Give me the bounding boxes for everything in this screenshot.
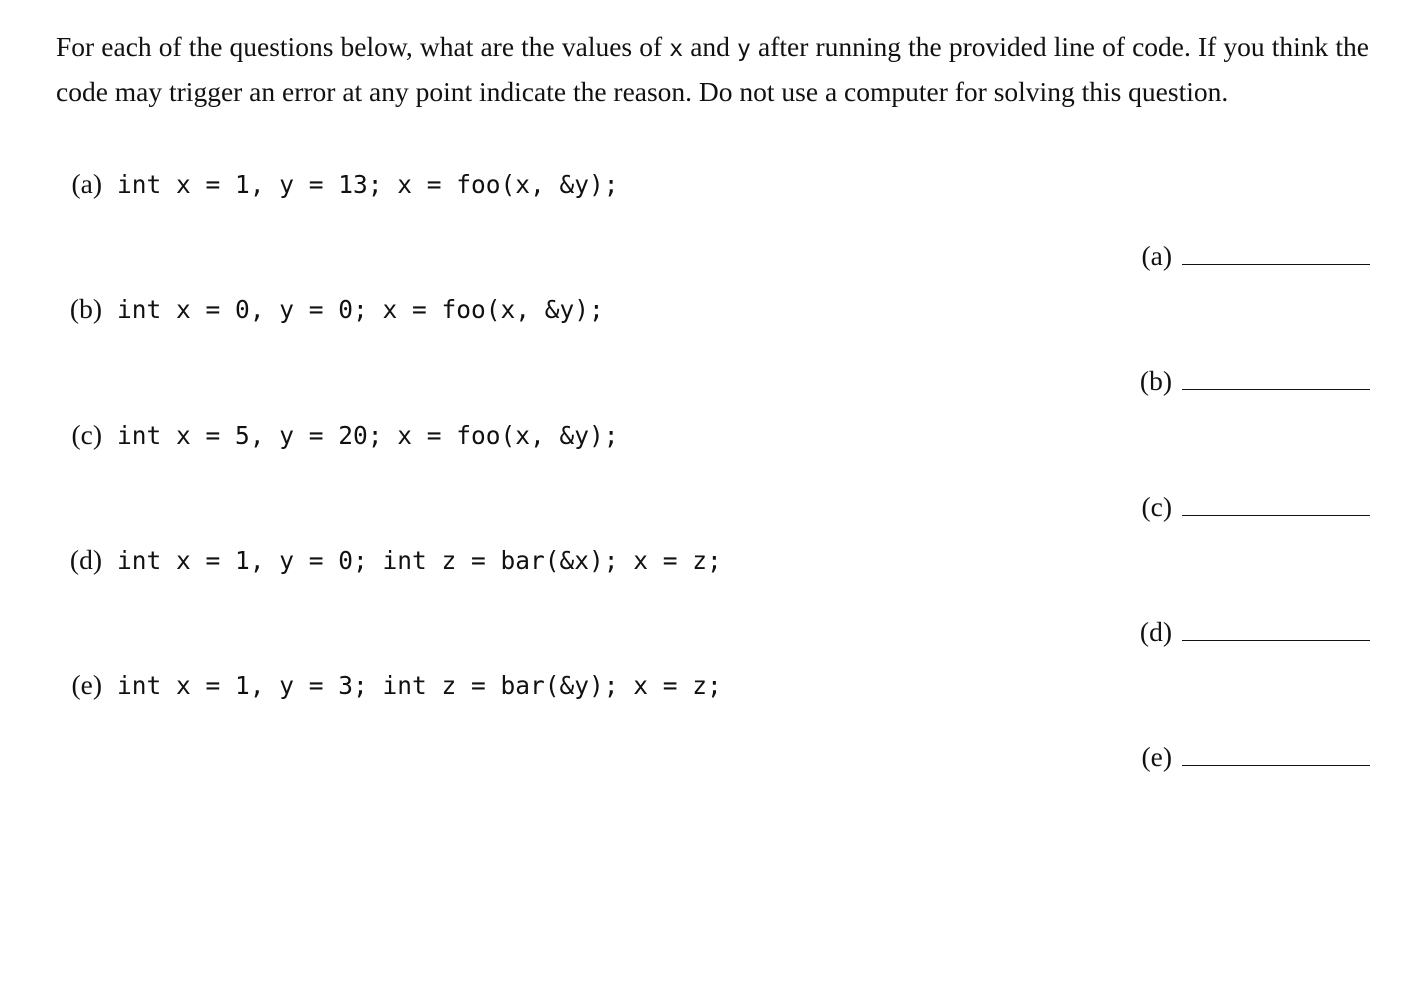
answer-e — [1120, 737, 1370, 777]
question-a — [56, 164, 776, 204]
answer-blank-line[interactable] — [1182, 765, 1370, 766]
answer-b — [1120, 361, 1370, 401]
question-label: (a) — [71, 168, 102, 199]
answer-c — [1120, 487, 1370, 527]
intro-text-3: after running the provided line of code. If you think the code may trigger an error at any point indicate the reason. Do not use a computer for solving this question. — [56, 31, 1369, 107]
question-label: (d) — [69, 544, 102, 575]
answer-d — [1120, 612, 1370, 652]
answer-blank-line[interactable] — [1182, 264, 1370, 265]
question-code: int x = 1, y = 3; int z = bar(&y); x = z; — [117, 671, 722, 700]
intro-var-y: y — [737, 36, 751, 62]
question-label: (c) — [71, 419, 102, 450]
question-code: int x = 1, y = 13; x = foo(x, &y); — [117, 170, 619, 199]
question-label: (e) — [71, 669, 102, 700]
question-label: (b) — [69, 293, 102, 324]
answer-label: (e) — [1141, 741, 1172, 772]
answer-label: (b) — [1139, 365, 1172, 396]
intro-text-1: For each of the questions below, what are the values of — [56, 31, 670, 62]
question-b — [56, 289, 776, 329]
intro-var-x: x — [669, 36, 684, 62]
question-code: int x = 5, y = 20; x = foo(x, &y); — [117, 421, 619, 450]
answer-label: (a) — [1141, 240, 1172, 271]
question-intro — [56, 26, 1369, 113]
answer-a — [1120, 236, 1370, 276]
answer-blank-line[interactable] — [1182, 640, 1370, 641]
answer-blank-line[interactable] — [1182, 515, 1370, 516]
answer-label: (c) — [1141, 491, 1172, 522]
question-e — [56, 665, 776, 705]
question-d — [56, 540, 776, 580]
intro-text-2: and — [683, 31, 738, 62]
question-c — [56, 415, 776, 455]
question-code: int x = 1, y = 0; int z = bar(&x); x = z; — [117, 546, 722, 575]
answer-label: (d) — [1139, 616, 1172, 647]
question-code: int x = 0, y = 0; x = foo(x, &y); — [117, 295, 604, 324]
answer-blank-line[interactable] — [1182, 389, 1370, 390]
